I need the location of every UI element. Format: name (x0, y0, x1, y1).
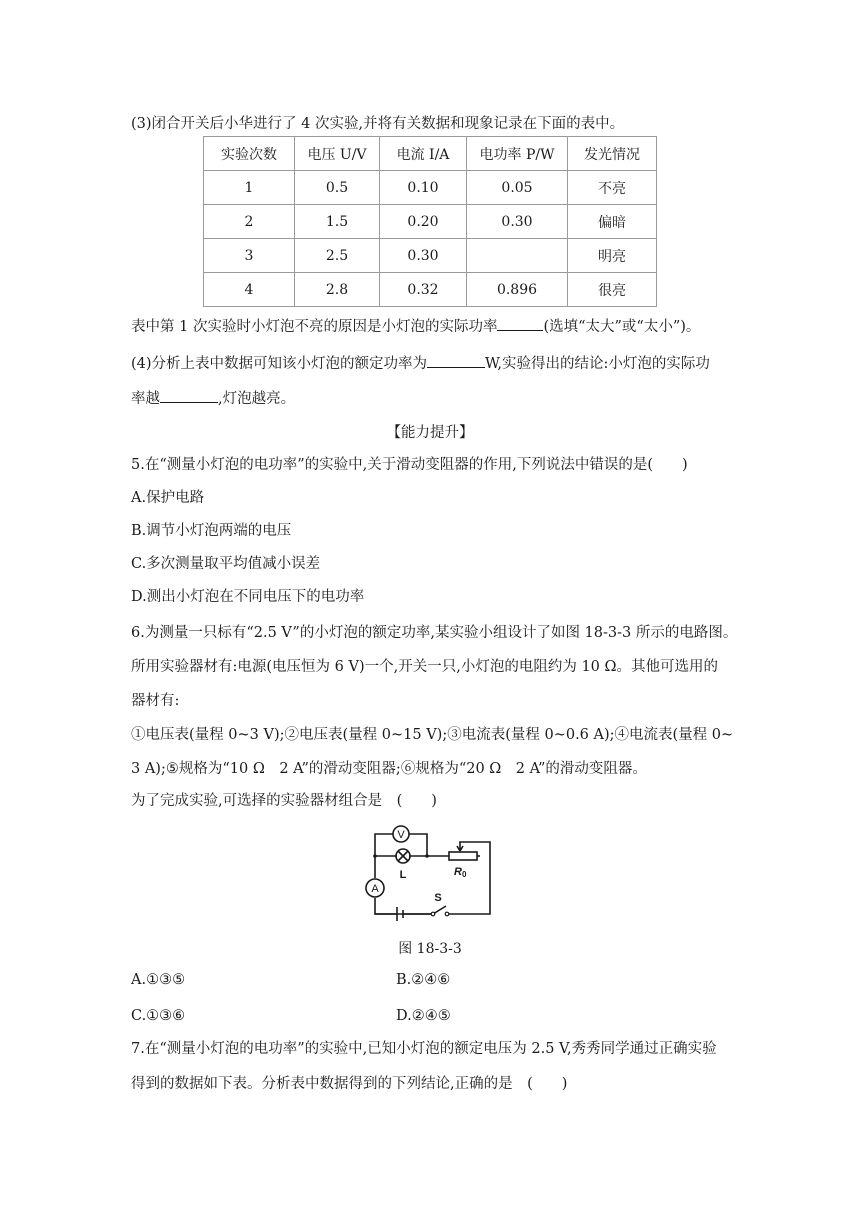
table-header-cell: 发光情况 (568, 137, 657, 171)
section-title: 【能力提升】 (386, 425, 474, 441)
q4-line2 (131, 388, 295, 409)
table-header-cell: 电流 I/A (380, 137, 467, 171)
q6-line4: ①电压表(量程 0~3 V);②电压表(量程 0~15 V);③电流表(量程 0~0.6 A);④电流表(量程 0~ (131, 727, 734, 743)
answer-blank[interactable] (497, 316, 543, 331)
q7-line2: 得到的数据如下表。分析表中数据得到的下列结论,正确的是 ( ) (131, 1076, 568, 1092)
table-row (204, 205, 657, 239)
table-cell: 0.896 (467, 273, 568, 307)
table-cell: 0.05 (467, 171, 568, 205)
circuit-diagram (355, 820, 505, 924)
rheostat-symbol (449, 852, 477, 860)
table-row (204, 239, 657, 273)
q6-option-c[interactable]: C.①③⑥ (131, 1008, 186, 1024)
voltmeter-label: V (397, 829, 405, 841)
table-cell: 3 (204, 239, 295, 273)
table-cell: 0.30 (380, 239, 467, 273)
q6-option-b[interactable]: B.②④⑥ (396, 972, 451, 988)
table-header-cell: 电压 U/V (295, 137, 380, 171)
table-header-cell: 实验次数 (204, 137, 295, 171)
q3-intro: (3)闭合开关后小华进行了 4 次实验,并将有关数据和现象记录在下面的表中。 (131, 116, 625, 132)
table-cell: 0.20 (380, 205, 467, 239)
table-cell: 1.5 (295, 205, 380, 239)
table-cell: 2.8 (295, 273, 380, 307)
table-cell: 4 (204, 273, 295, 307)
q3-followup-text-a: 表中第 1 次实验时小灯泡不亮的原因是小灯泡的实际功率 (131, 319, 498, 335)
q4-text-c: 率越 (131, 391, 160, 407)
q3-followup (131, 316, 700, 337)
table-cell: 2 (204, 205, 295, 239)
rheostat-label: R (454, 866, 462, 878)
answer-blank[interactable] (427, 353, 485, 368)
table-cell: 0.10 (380, 171, 467, 205)
switch-label: S (434, 892, 442, 904)
q6-line3: 器材有: (131, 693, 180, 709)
q6-line1: 6.为测量一只标有“2.5 V”的小灯泡的额定功率,某实验小组设计了如图 18-3-3 所示的电路图。 (131, 625, 738, 641)
q5-option-b[interactable]: B.调节小灯泡两端的电压 (131, 523, 292, 539)
q6-line2: 所用实验器材有:电源(电压恒为 6 V)一个,开关一只,小灯泡的电阻约为 10 Ω。其他可选用的 (131, 659, 719, 675)
q4-line1 (131, 353, 710, 374)
q6-option-a[interactable]: A.①③⑤ (131, 972, 186, 988)
q4-text-b: W,实验得出的结论:小灯泡的实际功 (485, 356, 710, 372)
q4-text-d: ,灯泡越亮。 (218, 391, 296, 407)
table-cell-empty[interactable] (467, 239, 568, 273)
q4-text-a: (4)分析上表中数据可知该小灯泡的额定功率为 (131, 356, 428, 372)
table-row (204, 273, 657, 307)
q7-line1: 7.在“测量小灯泡的电功率”的实验中,已知小灯泡的额定电压为 2.5 V,秀秀同学通过正确实验 (131, 1041, 717, 1057)
rheostat-subscript: 0 (462, 870, 467, 879)
table-cell: 0.32 (380, 273, 467, 307)
table-header-row (204, 137, 657, 171)
q5-option-d[interactable]: D.测出小灯泡在不同电压下的电功率 (131, 589, 365, 605)
q6-option-d[interactable]: D.②④⑤ (396, 1008, 451, 1024)
table-cell: 明亮 (568, 239, 657, 273)
q5-option-c[interactable]: C.多次测量取平均值减小误差 (131, 556, 321, 572)
table-cell: 0.30 (467, 205, 568, 239)
q3-followup-text-b: (选填“太大”或“太小”)。 (543, 319, 701, 335)
experiment-table (203, 136, 657, 307)
table-cell: 偏暗 (568, 205, 657, 239)
ammeter-label: A (371, 883, 379, 895)
table-cell: 1 (204, 171, 295, 205)
q6-line5: 3 A);⑤规格为“10 Ω 2 A”的滑动变阻器;⑥规格为“20 Ω 2 A”的滑动变阻器。 (131, 761, 647, 777)
q5-stem: 5.在“测量小灯泡的电功率”的实验中,关于滑动变阻器的作用,下列说法中错误的是( ) (131, 457, 688, 473)
table-cell: 很亮 (568, 273, 657, 307)
table-cell: 0.5 (295, 171, 380, 205)
q6-line6: 为了完成实验,可选择的实验器材组合是 ( ) (131, 793, 437, 809)
answer-blank[interactable] (160, 388, 218, 403)
figure-caption: 图 18-3-3 (398, 941, 462, 957)
table-cell: 不亮 (568, 171, 657, 205)
table-row (204, 171, 657, 205)
table-cell: 2.5 (295, 239, 380, 273)
table-header-cell: 电功率 P/W (467, 137, 568, 171)
q5-option-a[interactable]: A.保护电路 (131, 490, 205, 506)
lamp-label: L (399, 869, 407, 881)
